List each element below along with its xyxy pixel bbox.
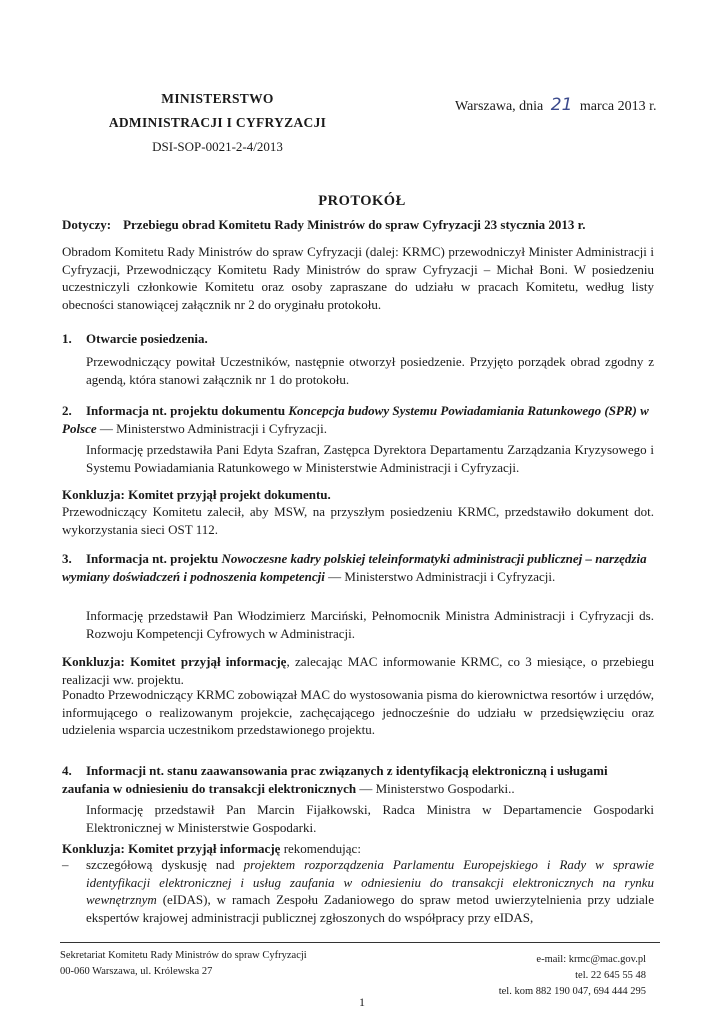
section-1-title: Otwarcie posiedzenia. (86, 331, 208, 346)
section-4-heading-suffix: — Ministerstwo Gospodarki.. (356, 780, 515, 796)
date-prefix: Warszawa, dnia (455, 99, 544, 114)
section-2-number: 2. (62, 403, 72, 418)
section-4-conclusion-text: rekomendując: (280, 841, 361, 856)
section-3-heading-suffix: — Ministerstwo Administracji i Cyfryzacji. (324, 568, 556, 584)
section-3-conclusion-text: , zalecając MAC informowanie KRMC, co 3 miesiące, o przebiegu realizacji ww. projektu. (62, 654, 654, 687)
footer-phone: tel. 22 645 55 48 (575, 969, 646, 981)
footer-divider (60, 942, 660, 943)
section-4-conclusion-label: Konkluzja: Komitet przyjął informację (62, 841, 281, 856)
bullet-text-end: (eIDAS), w ramach Zespołu Zadaniowego do spraw metod uwierzytelnienia przy udziale ekspertów krajowej administracji publicznej zgłoszonych do współpracy przy eIDAS, (86, 892, 654, 926)
section-3-paragraph: Informację przedstawił Pan Włodzimierz Marciński, Pełnomocnik Ministra Administracji i Cyfryzacji ds. Rozwoju Kompetencji Cyfrowych w Administracji. (86, 608, 654, 641)
ministry-header (90, 90, 345, 162)
reference-number: DSI-SOP-0021-2-4/2013 (152, 139, 283, 154)
page-number: 1 (359, 995, 365, 1009)
bullet-regulation-title: projektem rozporządzenia Parlamentu Europejskiego i Rady w sprawie identyfikacji elektronicznej i usług zaufania w odniesieniu do transakcji elektronicznych na rynku wewnętrznym (86, 857, 654, 908)
section-3-conclusion-label: Konkluzja: Komitet przyjął informację (62, 654, 287, 669)
footer-mobile: tel. kom 882 190 047, 694 444 295 (498, 985, 646, 997)
handwritten-day: 21 (550, 95, 573, 115)
date-line (455, 94, 657, 117)
ministry-name-line2: ADMINISTRACJI I CYFRYZACJI (108, 115, 327, 130)
footer-address (60, 948, 307, 980)
bullet-text-start: szczegółową dyskusję nad (86, 857, 244, 872)
footer-contact (499, 952, 646, 999)
section-2-heading-suffix: — Ministerstwo Administracji i Cyfryzacji. (96, 420, 328, 436)
section-1-number: 1. (62, 331, 72, 346)
footer-street: 00-060 Warszawa, ul. Królewska 27 (60, 965, 213, 977)
section-2-recommendation: Przewodniczący Komitetu zalecił, aby MSW, na przyszłym posiedzeniu KRMC, przedstawiło dokument dot. wykorzystania sieci OST 112. (62, 504, 654, 537)
subject-label: Dotyczy: (62, 217, 112, 232)
subject-line (62, 216, 662, 234)
section-1-heading (62, 330, 654, 348)
footer-email: e-mail: krmc@mac.gov.pl (536, 954, 646, 965)
section-3-number: 3. (62, 551, 72, 566)
section-3-conclusion (62, 653, 654, 688)
section-4-number: 4. (62, 763, 72, 778)
section-2-paragraph: Informację przedstawiła Pani Edyta Szafran, Zastępca Dyrektora Departamentu Zarządzania Kryzysowego i Systemu Powiadamiania Ratunkowego w Ministerstwie Administracji i Cyfryzacji. (86, 442, 654, 475)
section-4-paragraph: Informację przedstawił Pan Marcin Fijałkowski, Radca Ministra w Departamencie Gospodarki Elektronicznej w Ministerstwie Gospodarki. (86, 802, 654, 835)
section-3-obligation: Ponadto Przewodniczący KRMC zobowiązał MAC do wystosowania pisma do kierownictwa resortów i urzędów, informującego o realizowanym projekcie, zachęcającego jednocześnie do udziału w przedsięwzięciu oraz udzielenia wsparcia uczestnikom przedstawionego projektu. (62, 687, 654, 738)
document-title: PROTOKÓŁ (318, 193, 406, 209)
bullet-text (86, 856, 654, 927)
ministry-name-line1: MINISTERSTWO (161, 91, 274, 106)
section-2-document-title: Koncepcja budowy Systemu Powiadamiania Ratunkowego (SPR) w Polsce (62, 403, 649, 436)
section-2-heading-prefix: Informacja nt. projektu dokumentu (86, 403, 286, 418)
subject-text: Przebiegu obrad Komitetu Rady Ministrów do spraw Cyfryzacji 23 stycznia 2013 r. (123, 217, 586, 232)
section-4-heading (62, 762, 654, 797)
intro-paragraph: Obradom Komitetu Rady Ministrów do spraw Cyfryzacji (dalej: KRMC) przewodniczył Minister Administracji i Cyfryzacji, Przewodniczący Komitetu Rady Ministrów do spraw Cyfryzacji – Michał Boni. W posiedzeniu uczestniczyli członkowie Komitetu oraz osoby zapraszane do udziału w pracach Komitetu, według listy obecności stanowiącej załącznik nr 2 do oryginału protokołu. (62, 244, 654, 313)
section-3-project-title: Nowoczesne kadry polskiej teleinformatyki administracji publicznej – narzędzia wymiany doświadczeń i podnoszenia kompetencji (62, 551, 647, 584)
section-2-heading (62, 402, 654, 437)
section-3-heading (62, 550, 654, 585)
section-4-heading-text: Informacji nt. stanu zaawansowania prac związanych z identyfikacją elektroniczną i usługami zaufania w odniesieniu do transakcji elektronicznych (62, 763, 608, 796)
date-suffix: marca 2013 r. (579, 99, 657, 114)
bullet-dash: – (62, 857, 69, 872)
section-1-paragraph: Przewodniczący powitał Uczestników, następnie otworzył posiedzenie. Przyjęto porządek obrad zgodny z agendą, która stanowi załącznik nr 1 do protokołu. (86, 354, 654, 387)
section-2-conclusion: Konkluzja: Komitet przyjął projekt dokumentu. (62, 487, 331, 502)
section-4-bullet-item (62, 856, 654, 927)
footer-secretariat: Sekretariat Komitetu Rady Ministrów do spraw Cyfryzacji (60, 950, 307, 961)
section-3-heading-prefix: Informacja nt. projektu (86, 551, 219, 566)
